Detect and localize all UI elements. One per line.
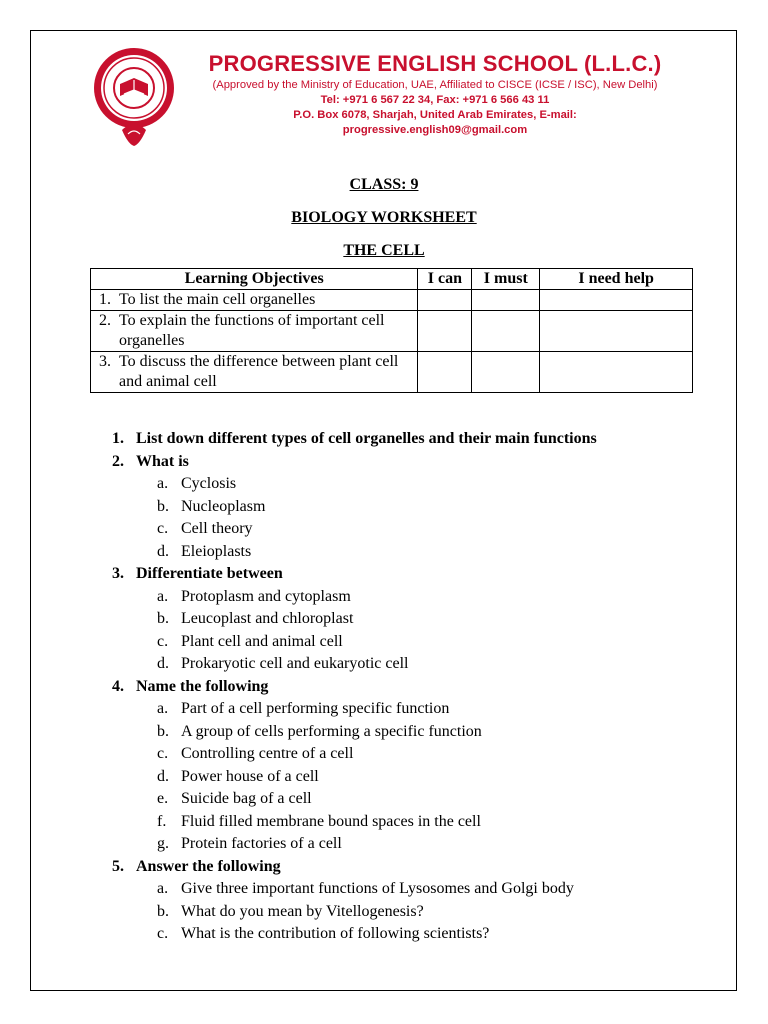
objective-text: To explain the functions of important cell organelles xyxy=(119,312,385,349)
sub-question-label: d. xyxy=(157,542,169,560)
school-approval: (Approved by the Ministry of Education, UAE, Affiliated to CISCE (ICSE / ISC), New Delhi) xyxy=(212,79,658,91)
sub-question-text: Protoplasm and cytoplasm xyxy=(181,587,351,605)
sub-question-item xyxy=(112,541,732,564)
question-item xyxy=(112,451,732,474)
sub-question-text: Cell theory xyxy=(181,520,253,537)
check-i-can-cell[interactable] xyxy=(418,352,472,393)
sub-question-item xyxy=(112,721,732,744)
school-phone: Tel: +971 6 567 22 34, Fax: +971 6 566 43 11 xyxy=(320,94,550,106)
sub-question-text: Nucleoplasm xyxy=(181,497,266,515)
sub-question-label: a. xyxy=(157,880,169,897)
header-i-must: I must xyxy=(472,269,540,290)
question-number: 3. xyxy=(112,565,124,582)
sub-question-item xyxy=(112,833,732,856)
sub-question-label: e. xyxy=(157,790,169,807)
sub-question-label: d. xyxy=(157,655,169,672)
check-i-can-cell[interactable] xyxy=(418,290,472,311)
question-title: What is xyxy=(136,452,189,470)
objective-number: 3. xyxy=(99,353,111,370)
check-i-can-cell[interactable] xyxy=(418,311,472,352)
sub-question-item xyxy=(112,496,732,519)
sub-question-text: A group of cells performing a specific function xyxy=(181,722,482,740)
check-i-need-help-cell[interactable] xyxy=(540,352,693,393)
objective-cell xyxy=(91,311,418,352)
sub-question-text: Cyclosis xyxy=(181,475,237,492)
sub-question-label: b. xyxy=(157,722,169,740)
question-number: 2. xyxy=(112,452,124,470)
header-learning-objectives: Learning Objectives xyxy=(91,269,418,290)
sub-question-label: d. xyxy=(157,767,169,785)
question-title: List down different types of cell organelles and their main functions xyxy=(136,430,597,447)
table-header-row xyxy=(91,269,693,290)
sub-question-label: c. xyxy=(157,520,169,537)
questions-list xyxy=(112,428,732,946)
sub-question-item xyxy=(112,653,732,676)
check-i-need-help-cell[interactable] xyxy=(540,311,693,352)
sub-question-item xyxy=(112,473,732,496)
question-item xyxy=(112,856,732,879)
school-header xyxy=(205,50,665,138)
sub-question-text: What is the contribution of following scientists? xyxy=(181,925,490,942)
sub-question-label: a. xyxy=(157,587,169,605)
sub-question-item xyxy=(112,608,732,631)
sub-question-item xyxy=(112,901,732,924)
sub-question-label: b. xyxy=(157,497,169,515)
school-name: PROGRESSIVE ENGLISH SCHOOL (L.L.C.) xyxy=(208,51,662,76)
sub-question-text: What do you mean by Vitellogenesis? xyxy=(181,902,424,920)
question-item xyxy=(112,676,732,699)
sub-question-text: Plant cell and animal cell xyxy=(181,632,343,650)
sub-question-text: Fluid filled membrane bound spaces in the cell xyxy=(181,812,481,830)
sub-question-label: a. xyxy=(157,700,169,717)
table-row xyxy=(91,352,693,393)
objective-text: To discuss the difference between plant cell and animal cell xyxy=(119,353,399,390)
question-number: 5. xyxy=(112,857,124,875)
learning-objectives-table xyxy=(90,268,693,393)
question-number: 4. xyxy=(112,677,124,695)
sub-question-label: a. xyxy=(157,475,169,492)
sub-question-text: Eleioplasts xyxy=(181,542,252,560)
sub-question-label: g. xyxy=(157,835,169,852)
sub-question-item xyxy=(112,743,732,766)
sub-question-label: c. xyxy=(157,745,169,762)
objective-text: To list the main cell organelles xyxy=(119,291,316,308)
check-i-must-cell[interactable] xyxy=(472,311,540,352)
sub-question-text: Suicide bag of a cell xyxy=(181,790,312,807)
sub-question-label: f. xyxy=(157,812,167,830)
topic-title: THE CELL xyxy=(343,242,425,259)
sub-question-item xyxy=(112,518,732,541)
header-i-can: I can xyxy=(418,269,472,290)
sub-question-label: c. xyxy=(157,925,169,942)
objective-number: 2. xyxy=(99,312,111,329)
school-address: P.O. Box 6078, Sharjah, United Arab Emirates, E-mail: progressive.english09@gmail.com xyxy=(293,109,577,136)
sub-question-item xyxy=(112,811,732,834)
objective-cell xyxy=(91,290,418,311)
school-crest-logo xyxy=(92,44,176,148)
sub-question-item xyxy=(112,766,732,789)
sub-question-item xyxy=(112,923,732,946)
sub-question-label: b. xyxy=(157,610,169,627)
check-i-must-cell[interactable] xyxy=(472,352,540,393)
sub-question-item xyxy=(112,631,732,654)
objective-cell xyxy=(91,352,418,393)
sub-question-text: Controlling centre of a cell xyxy=(181,745,354,762)
header-i-need-help: I need help xyxy=(540,269,693,290)
sub-question-item xyxy=(112,788,732,811)
check-i-need-help-cell[interactable] xyxy=(540,290,693,311)
sub-question-text: Prokaryotic cell and eukaryotic cell xyxy=(181,655,409,672)
sub-question-item xyxy=(112,698,732,721)
objective-number: 1. xyxy=(99,291,111,308)
sub-question-text: Leucoplast and chloroplast xyxy=(181,610,354,627)
sub-question-text: Part of a cell performing specific function xyxy=(181,700,450,717)
table-row xyxy=(91,311,693,352)
question-title: Name the following xyxy=(136,677,269,695)
sub-question-item xyxy=(112,878,732,901)
subject-title: BIOLOGY WORKSHEET xyxy=(291,209,477,226)
sub-question-label: c. xyxy=(157,632,169,650)
sub-question-text: Power house of a cell xyxy=(181,767,319,785)
question-item xyxy=(112,563,732,586)
question-number: 1. xyxy=(112,430,124,447)
question-title: Differentiate between xyxy=(136,565,283,582)
class-title: CLASS: 9 xyxy=(349,176,419,193)
sub-question-label: b. xyxy=(157,902,169,920)
check-i-must-cell[interactable] xyxy=(472,290,540,311)
sub-question-text: Give three important functions of Lysosomes and Golgi body xyxy=(181,880,574,897)
question-item xyxy=(112,428,732,451)
table-row xyxy=(91,290,693,311)
sub-question-text: Protein factories of a cell xyxy=(181,835,342,852)
sub-question-item xyxy=(112,586,732,609)
worksheet-titles xyxy=(0,168,768,267)
question-title: Answer the following xyxy=(136,857,281,875)
